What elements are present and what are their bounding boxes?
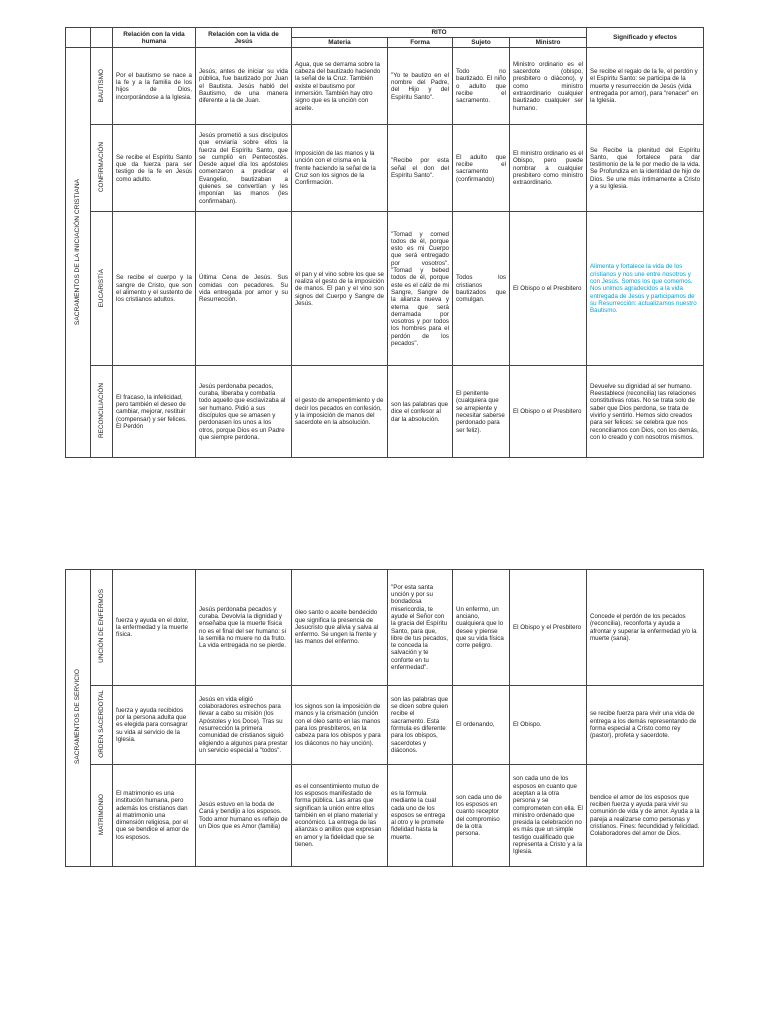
cell-forma: "Tomad y comed todos de él, porque esto es mi Cuerpo que será entregado por vosotros". "Tomad y bebed todos de él, porque este es el cáliz de mi Sangre, Sangre de la alianza nueva y eterna que será derramada por vosotros y por todos los hombres para el perdón de los pecados".: [388, 212, 453, 366]
cell-forma: "Recibe por esta señal el don del Espíritu Santo".: [388, 125, 453, 212]
cell-materia: es el consentimiento mutuo de los esposos manifestado de forma pública. Las arras que significan la unión entre ellos también en el plano material y económico. La entrega de las alianzas o anillos que expresan en amor y la fidelidad que se tienen.: [292, 765, 388, 867]
cell-sujeto: El ordenando,: [453, 686, 510, 765]
table-row: [66, 366, 704, 458]
cell-forma: son las palabras que se dicen sobre quien recibe el sacramento. Esta fórmula es diferente para los obispos, sacerdotes y diáconos.: [388, 686, 453, 765]
sacrament-name-uncion: UNCIÓN DE ENFERMOS: [91, 570, 113, 686]
cell-jesus: Jesús perdonaba pecados y curaba. Devolvía la dignidad y enseñaba que la muerte física no es el final del ser humano: si la semilla no muere no da fruto. La vida entregada no se pierde.: [196, 570, 292, 686]
cell-human: El fracaso, la infelicidad, pero también el deseo de cambiar, mejorar, restituir (compensar) y ser felices. El Perdón: [113, 366, 196, 458]
group-label-service: SACRAMENTOS DE SERVICIO: [66, 570, 91, 867]
header-efectos: Significado y efectos: [587, 28, 704, 48]
sacrament-name-reconciliacion: RECONCILIACIÓN: [91, 366, 113, 458]
cell-human: fuerza y ayuda en el dolor, la enfermedad y la muerte física.: [113, 570, 196, 686]
cell-jesus: Jesús estuvo en la boda de Caná y bendijo a los esposos. Todo amor humano es reflejo de un Dios que es Amor (familia): [196, 765, 292, 867]
cell-human: El matrimonio es una institución humana, pero además los cristianos dan al matrimonio una dimensión religiosa, por el que se bendice el amor de los esposos.: [113, 765, 196, 867]
cell-ministro: son cada uno de los esposos en cuanto que aceptan a la otra persona y se comprometen con ella. El ministro ordenado que presida la celebración no es más que un simple testigo cualificado que representa a Cristo y a la Iglesia.: [510, 765, 587, 867]
cell-sujeto: son cada uno de los esposos en cuanto receptor del compromiso de la otra persona.: [453, 765, 510, 867]
cell-human: Se recibe el cuerpo y la sangre de Cristo, que son el alimento y el sustento de los cristianos adultos.: [113, 212, 196, 366]
cell-sujeto: Todo no bautizado. El niño o adulto que recibe el sacramento.: [453, 48, 510, 125]
cell-forma: es la fórmula mediante la cual cada uno de los esposos se entrega al otro y le promete fidelidad hasta la muerte.: [388, 765, 453, 867]
cell-ministro: El Obispo o el Presbitero: [510, 366, 587, 458]
cell-efectos: Concede el perdón de los pecados (reconcilia), reconforta y ayuda a afrontar y superar la enfermedad y/o la muerte (sana).: [587, 570, 704, 686]
cell-jesus: Jesús perdonaba pecados, curaba, liberaba y combatía todo aquello que esclavizaba al ser humano. Pidió a sus discípulos que se amasen y perdonasen los unos a los otros, porque Dios es un Padre que siempre perdona.: [196, 366, 292, 458]
table-row: [66, 686, 704, 765]
cell-efectos: Devuelve su dignidad al ser humano. Reestablece (reconcilia) las relaciones constitutivas rotas. No se trata solo de saber que Dios perdona, se trata de vivirlo y sentirlo. Hemos sido creados para ser felices: se celebra que nos reconciliamos con Dios, con los demás, con lo creado y con nosotros mismos.: [587, 366, 704, 458]
table-row: [66, 125, 704, 212]
cell-sujeto: El adulto que recibe el sacramento (confirmando): [453, 125, 510, 212]
header-sujeto: Sujeto: [453, 38, 510, 48]
header-ministro: Ministro: [510, 38, 587, 48]
cell-ministro: El Obispo.: [510, 686, 587, 765]
cell-materia: el gesto de arrepentimiento y de decir los pecados en confesión, y la imposición de manos del sacerdote en la absolución.: [292, 366, 388, 458]
cell-efectos: bendice el amor de los esposos que reciben fuerza y ayuda para vivir su comunión de vida y de amor. Ayuda a la pareja a realizarse como personas y cristianos. Fines: fecundidad y felicidad. Colaboradores del amor de Dios.: [587, 765, 704, 867]
header-blank-name: [91, 28, 113, 48]
cell-forma: "Por esta santa unción y por su bondadosa misericordia, te ayude el Señor con la gracia del Espíritu Santo, para que, libre de tus pecados, te conceda la salvación y te conforte en tu enfermedad".: [388, 570, 453, 686]
cell-jesus: Última Cena de Jesús. Sus comidas con pecadores. Su vida entregada por amor y su Resurrección.: [196, 212, 292, 366]
sacraments-initiation-table: [65, 27, 704, 458]
cell-ministro: El Obispo o el Presbitero: [510, 212, 587, 366]
sacrament-name-orden: ORDEN SACERDOTAL: [91, 686, 113, 765]
group-label-initiation: SACRAMENTOS DE LA INICIACIÓN CRISTIANA: [66, 48, 91, 458]
cell-efectos: Se recibe el regalo de la fe, el perdón y el Espíritu Santo: se participa de la muerte y resurrección de Jesús (vida entregada por amor), para "renacer" en la Iglesia.: [587, 48, 704, 125]
cell-materia: Imposición de las manos y la unción con el crisma en la frente haciendo la señal de la Cruz son los signos de la Confirmación.: [292, 125, 388, 212]
cell-materia: Agua, que se derrama sobre la cabeza del bautizado haciendo la señal de la Cruz. También existe el bautismo por inmersión. También hay otro signo que es la unción con aceite.: [292, 48, 388, 125]
cell-sujeto: Un enfermo, un anciano, cualquiera que lo desee y piense que su vida física corre peligro.: [453, 570, 510, 686]
cell-human: Se recibe el Espíritu Santo que da fuerza para ser testigo de la fe en Jesús como adulto.: [113, 125, 196, 212]
sacrament-name-bautismo: BAUTISMO: [91, 48, 113, 125]
cell-efectos: se recibe fuerza para vivir una vida de entrega a los demás representando de forma especial a Cristo como rey (pastor), profeta y sacerdote.: [587, 686, 704, 765]
cell-materia: el pan y el vino sobre los que se realiza el gesto de la imposición de manos. El pan y el vino son signos del Cuerpo y Sangre de Jesús.: [292, 212, 388, 366]
cell-materia: óleo santo o aceite bendecido que significa la presencia de Jesucristo que alivia y salva al enfermo. Se ungen la frente y las manos del enfermo.: [292, 570, 388, 686]
header-forma: Forma: [388, 38, 453, 48]
cell-jesus: Jesús, antes de iniciar su vida pública, fue bautizado por Juan el Bautista. Jesús habló del Bautismo, de una manera diferente a la de Juan.: [196, 48, 292, 125]
sacraments-service-table: [65, 569, 704, 867]
sacrament-name-confirmacion: CONFIRMACIÓN: [91, 125, 113, 212]
cell-ministro: Ministro ordinario es el sacerdote (obispo, presbitero o diácono), y como ministro extraordinario cualquier bautizado cualquier ser humano.: [510, 48, 587, 125]
table-row: [66, 570, 704, 686]
cell-jesus: Jesús en vida eligió colaboradores estrechos para llevar a cabo su misión (los Apóstoles y los Doce). Tras su resurrección la primera comunidad de cristianos siguió eligiendo a algunos para prestar un servicio especial a "todos".: [196, 686, 292, 765]
table-row: [66, 212, 704, 366]
cell-sujeto: Todos los cristianos bautizados que comulgan.: [453, 212, 510, 366]
cell-forma: son las palabras que dice el confesor al dar la absolución.: [388, 366, 453, 458]
header-human: Relación con la vida humana: [113, 28, 196, 48]
header-blank-group: [66, 28, 91, 48]
cell-jesus: Jesús prometió a sus discípulos que enviaría sobre ellos la fuerza del Espíritu Santo, que se cumplió en Pentecostés. Desde aquel día los apóstoles comenzaron a predicar el Evangelio, bautizaban a quienes se convertían y les imponían las manos (les confirmaban).: [196, 125, 292, 212]
cell-ministro: El ministro ordinario es el Obispo, pero puede nombrar a cualquier presbitero como ministro extraordinario.: [510, 125, 587, 212]
table-row: [66, 48, 704, 125]
cell-human: fuerza y ayuda recibidos por la persona adulta que es elegida para consagrar su vida al servicio de la Iglesia.: [113, 686, 196, 765]
cell-materia: los signos son la imposición de manos y la crismación (unción con el óleo santo en las manos para los presbíteros, en la cabeza para los obispos y para los diáconos no hay unción).: [292, 686, 388, 765]
header-rito: RITO: [292, 28, 587, 38]
cell-ministro: El Obispo y el Presbitero: [510, 570, 587, 686]
cell-sujeto: El penitente (cualquiera que se arrepiente y necesitar saberse perdonado para ser feliz).: [453, 366, 510, 458]
sacrament-name-matrimonio: MATRIMONIO: [91, 765, 113, 867]
sacrament-name-eucaristia: EUCARISTÍA: [91, 212, 113, 366]
cell-efectos: Alimenta y fortalece la vida de los cristianos y nos une entre nosotros y con Jesús. Somos los que comemos. Nos unimos agradecidos a la vida entregada de Jesús y participamos de su Resurrección: actualizamos nuestro Bautismo.: [587, 212, 704, 366]
cell-human: Por el bautismo se nace a la fe y a la familia de los hijos de Dios, incorporándose a la Iglesia.: [113, 48, 196, 125]
cell-efectos: Se Recibe la plenitud del Espíritu Santo, que fortalece para dar testimonio de la fe por medio de la vida. Se Profundiza en la identidad de hijo de Dios. Se une más íntimamente a Cristo y a su Iglesia.: [587, 125, 704, 212]
cell-forma: "Yo te bautizo en el nombre del Padre, del Hijo y del Espíritu Santo".: [388, 48, 453, 125]
table-row: [66, 765, 704, 867]
header-jesus: Relación con la vida de Jesús: [196, 28, 292, 48]
header-materia: Materia: [292, 38, 388, 48]
